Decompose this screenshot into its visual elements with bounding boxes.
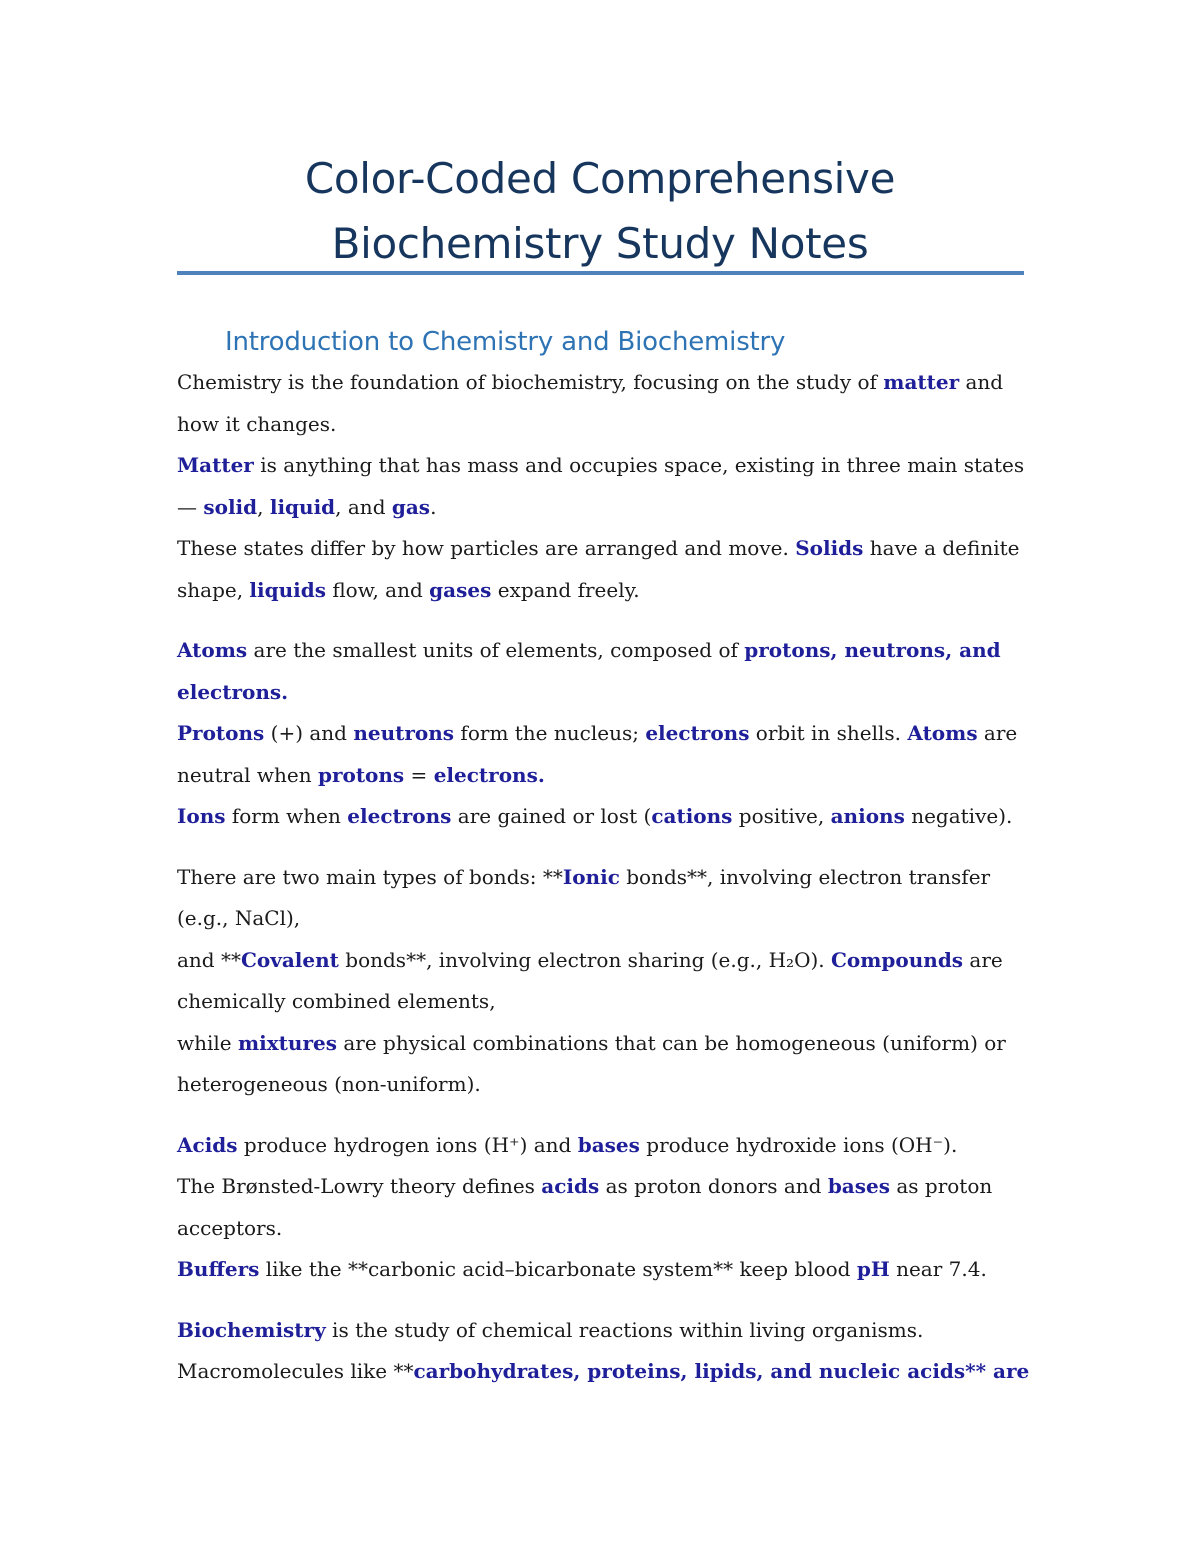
keyword: acids (541, 1174, 600, 1198)
text-line: acceptors. (177, 1215, 283, 1240)
text-line: neutral when protons = electrons. (177, 762, 545, 787)
keyword: Compounds (831, 947, 964, 972)
keyword: mixtures (238, 1030, 337, 1055)
keyword: Acids (177, 1132, 238, 1157)
keyword: bases (827, 1174, 890, 1198)
section-heading: Introduction to Chemistry and Biochemistry (225, 327, 786, 357)
title-line-2: Biochemistry Study Notes (331, 219, 869, 268)
text-line: heterogeneous (non-uniform). (177, 1072, 481, 1096)
keyword: gas (391, 494, 431, 519)
keyword: Protons (177, 721, 265, 745)
paragraph-atoms (177, 630, 1027, 838)
title-line-1: Color-Coded Comprehensive (304, 154, 896, 203)
keyword: Covalent (240, 947, 339, 972)
keyword: electrons (347, 804, 452, 828)
keyword: gases (429, 577, 492, 602)
body-text (177, 362, 1030, 1393)
keyword: anions (830, 804, 905, 828)
text-line: chemically combined elements, (177, 989, 496, 1013)
text-line: Matter is anything that has mass and occupies space, existing in three main states (177, 453, 1025, 477)
keyword: protons (317, 762, 405, 787)
text-line: — solid, liquid, and gas. (177, 494, 437, 519)
title-underline (177, 271, 1024, 275)
text-line: Acids produce hydrogen ions (H⁺) and bases produce hydroxide ions (OH⁻). (177, 1132, 958, 1157)
keyword: electrons (645, 721, 750, 745)
keyword: Matter (177, 453, 254, 477)
text-line: There are two main types of bonds: **Ionic bonds**, involving electron transfer (177, 864, 991, 889)
keyword: protons (744, 638, 831, 662)
keyword: liquid (269, 494, 336, 519)
paragraph-states-of-matter (177, 362, 1027, 611)
paragraph-biochemistry (177, 1310, 1030, 1393)
text-line: Buffers like the **carbonic acid–bicarbonate system** keep blood pH near 7.4. (177, 1257, 987, 1281)
text-line: shape, liquids flow, and gases expand freely. (177, 577, 640, 602)
keyword: matter (883, 370, 960, 394)
keyword: carbohydrates (413, 1359, 574, 1383)
keyword: solid (203, 494, 258, 519)
text-line: (e.g., NaCl), (177, 906, 301, 930)
keyword: Ions (177, 804, 226, 828)
keyword: electrons (433, 762, 538, 787)
keyword: Atoms (907, 721, 978, 745)
keyword: liquids (249, 577, 326, 602)
keyword: cations (651, 804, 733, 828)
text-line: electrons. (177, 679, 289, 704)
text-line: The Brønsted-Lowry theory defines acids as proton donors and bases as proton (177, 1174, 993, 1198)
text-line: These states differ by how particles are arranged and move. Solids have a definite (177, 536, 1020, 560)
keyword: neutrons (844, 638, 946, 662)
paragraph-bonds (177, 857, 1027, 1106)
keyword: Biochemistry (177, 1317, 326, 1342)
text-line: Atoms are the smallest units of elements, composed of protons, neutrons, and (177, 638, 1001, 662)
text-line: Ions form when electrons are gained or lost (cations positive, anions negative). (177, 804, 1013, 828)
keyword: electrons (177, 679, 282, 704)
text-line: Chemistry is the foundation of biochemistry, focusing on the study of matter and (177, 370, 1004, 394)
keyword: pH (856, 1257, 890, 1281)
text-line: Biochemistry is the study of chemical reactions within living organisms. (177, 1317, 924, 1342)
text-line: and **Covalent bonds**, involving electron sharing (e.g., H₂O). Compounds are (177, 947, 1003, 972)
text-line: Protons (+) and neutrons form the nucleus; electrons orbit in shells. Atoms are (177, 721, 1018, 745)
text-line: Macromolecules like **carbohydrates, proteins, lipids, and nucleic acids** are (177, 1359, 1030, 1383)
keyword: Ionic (562, 864, 620, 889)
keyword: neutrons (353, 721, 455, 745)
paragraph-acids-bases (177, 1125, 1027, 1291)
keyword: proteins (587, 1359, 681, 1383)
keyword: Solids (795, 536, 864, 560)
keyword: bases (577, 1132, 640, 1157)
document-title (175, 146, 1025, 276)
text-line: while mixtures are physical combinations that can be homogeneous (uniform) or (177, 1030, 1006, 1055)
keyword: Atoms (177, 638, 248, 662)
keyword: Buffers (177, 1257, 260, 1281)
keyword: lipids (694, 1359, 757, 1383)
text-line: how it changes. (177, 411, 337, 436)
